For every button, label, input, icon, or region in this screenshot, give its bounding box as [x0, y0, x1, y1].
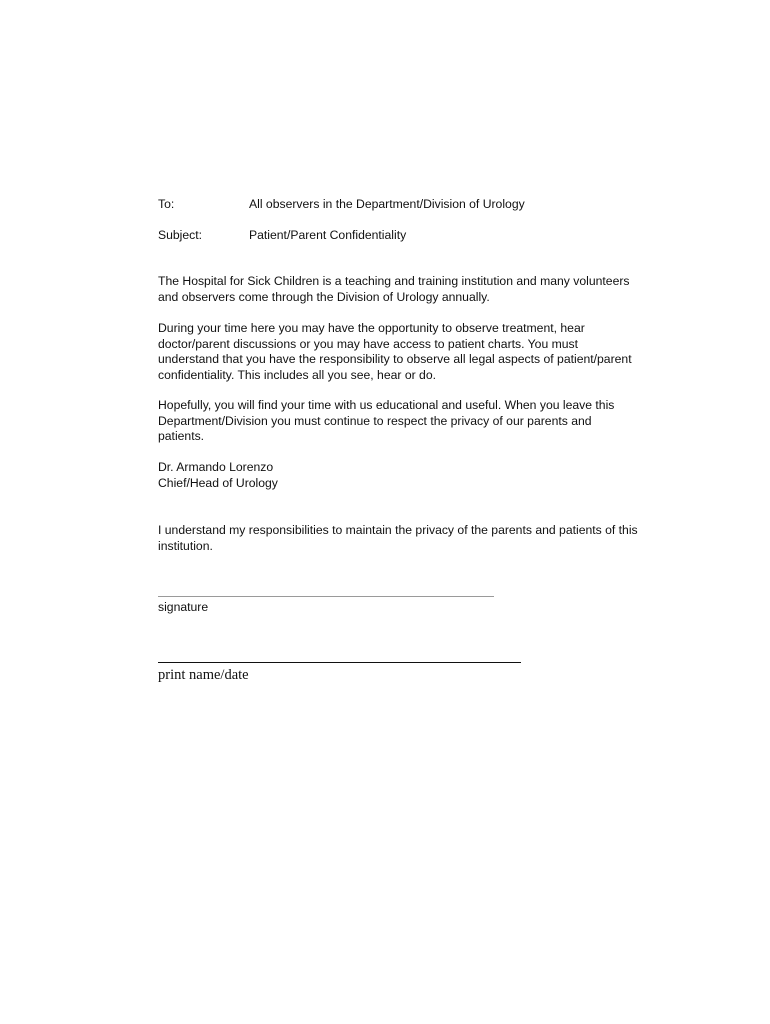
sender-block [158, 460, 678, 491]
acknowledgement-statement [158, 523, 678, 554]
print-name-date-line[interactable] [158, 662, 521, 663]
text-line: I understand my responsibilities to maintain the privacy of the parents and patients of this [158, 523, 638, 537]
text-line: doctor/parent discussions or you may have access to patient charts. You must [158, 336, 579, 351]
text-line: The Hospital for Sick Children is a teaching and training institution and many volunteers [158, 274, 630, 288]
signature-label: signature [158, 600, 209, 614]
subject-label: Subject: [158, 228, 203, 242]
text-line: understand that you have the responsibility to observe all legal aspects of patient/parent [158, 352, 632, 367]
signature-line[interactable] [158, 596, 494, 597]
responsibility-paragraph [158, 321, 678, 383]
text-line: institution. [158, 538, 213, 553]
to-value: All observers in the Department/Division of Urology [249, 197, 525, 211]
sender-name: Dr. Armando Lorenzo [158, 460, 274, 474]
memo-to-row [158, 197, 718, 213]
subject-value: Patient/Parent Confidentiality [249, 228, 407, 242]
closing-paragraph [158, 398, 678, 445]
text-line: patients. [158, 429, 205, 444]
text-line: During your time here you may have the opportunity to observe treatment, hear [158, 321, 585, 335]
sender-title: Chief/Head of Urology [158, 475, 278, 490]
text-line: Department/Division you must continue to respect the privacy of our parents and [158, 413, 592, 428]
text-line: Hopefully, you will find your time with us educational and useful. When you leave this [158, 398, 615, 412]
intro-paragraph [158, 274, 678, 305]
text-line: confidentiality. This includes all you see, hear or do. [158, 367, 436, 382]
print-name-date-label: print name/date [158, 667, 249, 683]
text-line: and observers come through the Division of Urology annually. [158, 289, 490, 304]
memo-subject-row [158, 228, 718, 244]
to-label: To: [158, 197, 175, 211]
